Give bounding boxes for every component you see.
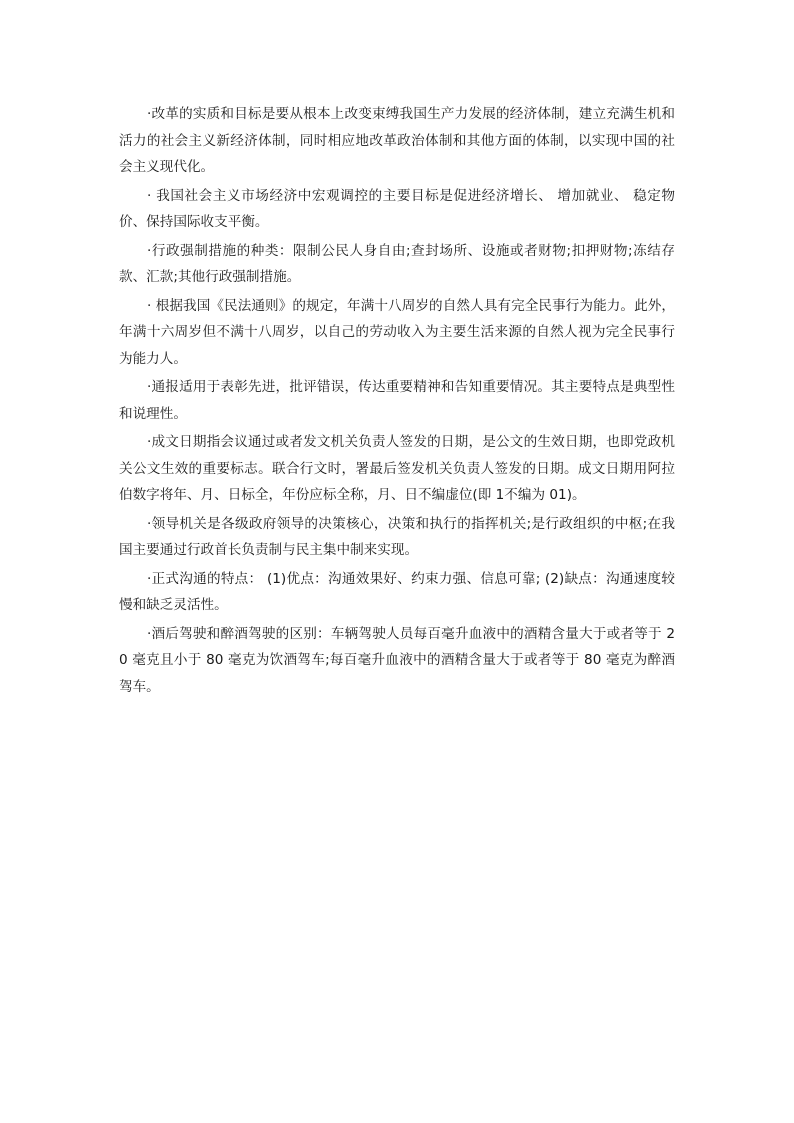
document-body — [119, 101, 675, 702]
paragraph-drunk-driving: ·酒后驾驶和醉酒驾驶的区别：车辆驾驶人员每百毫升血液中的酒精含量大于或者等于 20 毫克且小于 80 毫克为饮酒驾车;每百毫升血液中的酒精含量大于或者等于 80 毫克为醉酒驾车。 — [119, 625, 675, 695]
paragraph-document-date: ·成文日期指会议通过或者发文机关负责人签发的日期，是公文的生效日期，也即党政机关公文生效的重要标志。联合行文时，署最后签发机关负责人签发的日期。成文日期用阿拉伯数字将年、月、日标全，年份应标全称，月、日不编虚位(即 1不编为 01)。 — [119, 434, 675, 503]
paragraph-leading-organ: ·领导机关是各级政府领导的决策核心，决策和执行的指挥机关;是行政组织的中枢;在我国主要通过行政首长负责制与民主集中制来实现。 — [119, 515, 675, 558]
paragraph-reform-goal: ·改革的实质和目标是要从根本上改变束缚我国生产力发展的经济体制，建立充满生机和活力的社会主义新经济体制，同时相应地改革政治体制和其他方面的体制，以实现中国的社会主义现代化。 — [119, 106, 675, 175]
paragraph-circular-notice: ·通报适用于表彰先进，批评错误，传达重要精神和告知重要情况。其主要特点是典型性和说理性。 — [119, 379, 675, 422]
paragraph-formal-communication: ·正式沟通的特点： (1)优点：沟通效果好、约束力强、信息可靠; (2)缺点：沟通速度较慢和缺乏灵活性。 — [119, 570, 675, 613]
paragraph-civil-capacity: · 根据我国《民法通则》的规定，年满十八周岁的自然人具有完全民事行为能力。此外，年满十六周岁但不满十八周岁，以自己的劳动收入为主要生活来源的自然人视为完全民事行为能力人。 — [119, 297, 675, 367]
paragraph-administrative-measures: ·行政强制措施的种类：限制公民人身自由;查封场所、设施或者财物;扣押财物;冻结存款、汇款;其他行政强制措施。 — [119, 242, 675, 285]
paragraph-macro-control: · 我国社会主义市场经济中宏观调控的主要目标是促进经济增长、 增加就业、 稳定物价、保持国际收支平衡。 — [119, 187, 675, 230]
